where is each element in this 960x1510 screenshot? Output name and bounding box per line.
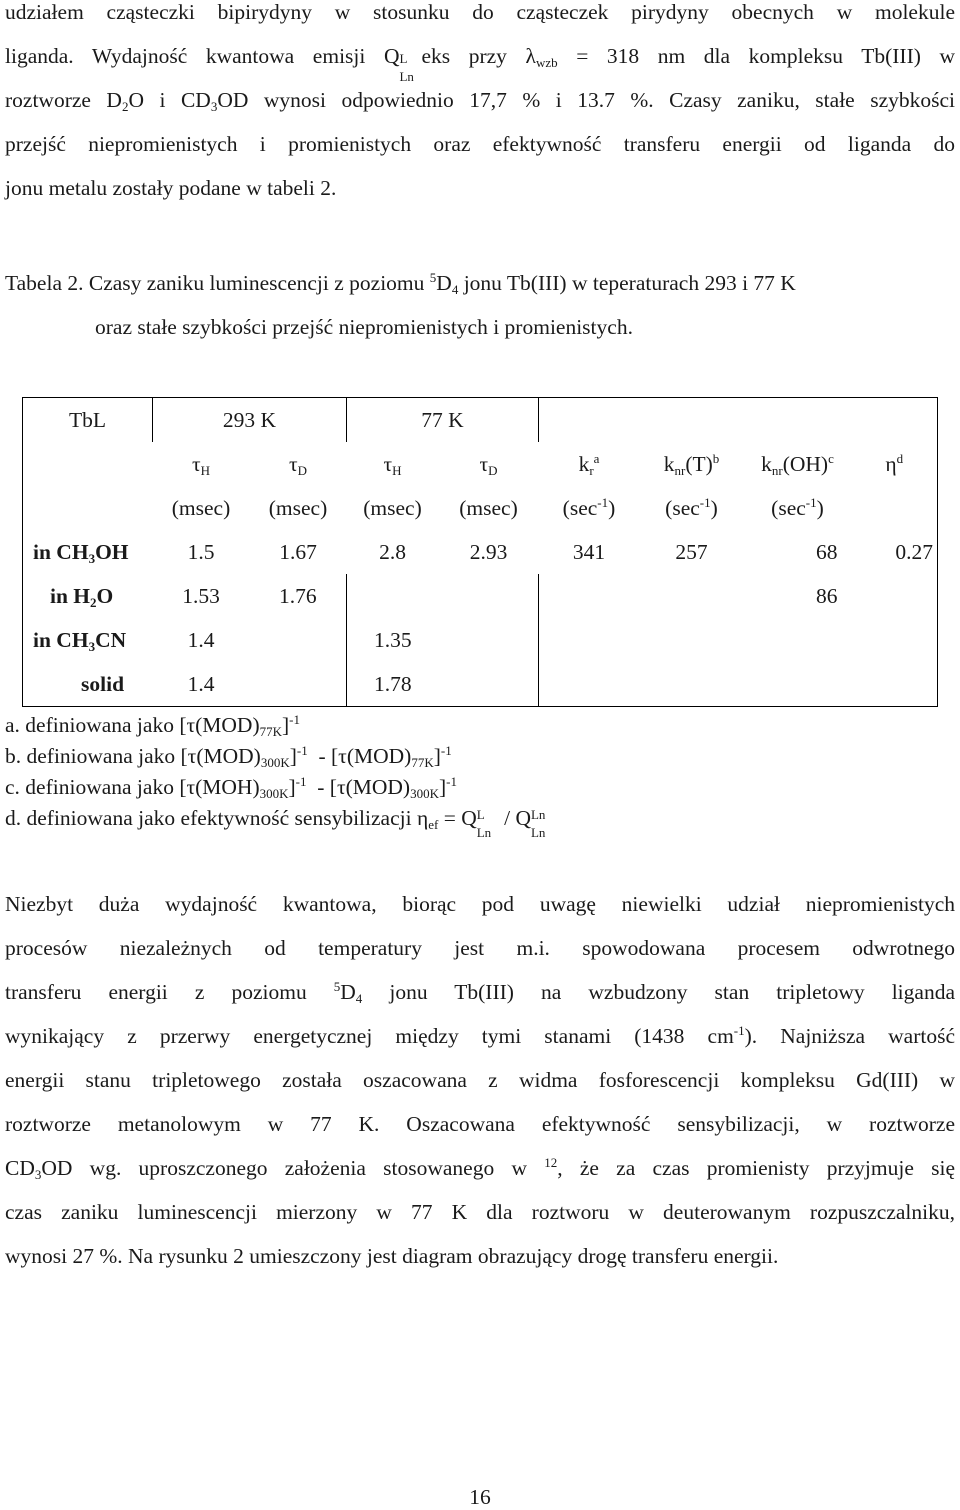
table-caption: [5, 261, 796, 349]
table-cell: [250, 662, 347, 707]
table-cell: 2.93: [469, 539, 508, 564]
table-cell: [744, 618, 852, 662]
row-label: in $CH_3CN$: [23, 618, 153, 662]
text-line: energii stanu tripletowego została oszacowana z widma fosforescencji kompleksu Gd(III) w: [5, 1068, 955, 1092]
table-cell: 68: [816, 539, 838, 564]
header-cell: $\tau_H$: [191, 451, 211, 478]
text-line: udziałem cząsteczki bipirydyny w stosunku do cząsteczek pirydyny obecnych w molekule: [5, 0, 955, 24]
table-cell: [852, 662, 938, 707]
table-cell: [539, 574, 640, 618]
header-cell: $\tau_H$: [383, 451, 402, 478]
text-line: wynosi 27 %. Na rysunku 2 umieszczony jest diagram obrazujący drogę transferu energii.: [5, 1244, 779, 1268]
header-cell: $k_{nr}(T)^b$: [663, 450, 720, 478]
header-cell: $\tau_D$: [288, 451, 308, 478]
bottom-paragraph: [5, 882, 955, 1278]
table-cell: 1.53: [182, 583, 220, 608]
caption-line: oraz stałe szybkości przejść niepromienistych i promienistych.: [95, 315, 633, 339]
table-cell: 0.27: [852, 530, 938, 574]
header-cell: $k_{nr}(OH)^c$: [761, 450, 834, 478]
text-line: liganda. Wydajność kwantowa emisji Q L Ln eks przy $\lambda_{wzb} = 318$ nm dla kompleksu Tb(III) w: [5, 44, 956, 84]
table-row: [23, 574, 938, 618]
row-label: solid: [23, 662, 153, 707]
text-line: procesów niezależnych od temperatury jest m.i. spowodowana procesem odwrotnego: [5, 936, 955, 960]
header-cell: TbL: [23, 398, 153, 443]
text-line: Niezbyt duża wydajność kwantowa, biorąc pod uwagę niewielki udział niepromienistych: [5, 892, 955, 916]
header-row: [23, 442, 938, 486]
header-cell: $k_r^a$: [578, 450, 600, 478]
header-cell: [539, 398, 938, 443]
header-cell: (msec): [363, 495, 422, 520]
header-cell: 293 K: [153, 398, 347, 443]
text-line: roztworze $D_2O$ i $CD_3OD$ wynosi odpowiednio 17,7 % i 13.7 %. Czasy zaniku, stałe szybkości: [5, 88, 955, 114]
header-cell: $(\sec^{-1})$: [665, 494, 718, 520]
table-cell: [439, 618, 539, 662]
header-cell: 77 K: [347, 398, 539, 443]
table-cell: [539, 662, 640, 707]
text-line: $CD_3OD$ wg. uproszczonego założenia stosowanego w $^{12}$, że za czas promienisty przyjmuje się: [5, 1155, 955, 1182]
header-cell: $(\sec^{-1})$: [562, 494, 616, 520]
header-row: [23, 398, 938, 443]
table-cell: 86: [816, 583, 838, 608]
table-cell: [439, 662, 539, 707]
table-cell: [640, 574, 744, 618]
table-cell: [250, 618, 347, 662]
table-cell: 1.67: [279, 539, 317, 564]
text-line: wynikający z przerwy energetycznej między tymi stanami (1438 $cm^{-1}$). Najniższa wartość: [5, 1023, 955, 1048]
table-cell: 1.5: [187, 539, 215, 564]
footnote-b: b. definiowana jako $[\tau(MOD)_{300K}]^{-1} - [\tau(MOD)_{77K}]^{-1}$: [5, 743, 452, 770]
footnote-c: c. definiowana jako $[\tau(MOH)_{300K}]^{-1} - [\tau(MOD)_{300K}]^{-1}$: [5, 774, 457, 801]
table-cell: 2.8: [379, 539, 406, 564]
text-line: transferu energii z poziomu $^5D_4$ jonu Tb(III) na wzbudzony stan tripletowy liganda: [5, 979, 955, 1006]
results-table: [22, 397, 938, 707]
text-line: jonu metalu zostały podane w tabeli 2.: [5, 176, 337, 200]
table-cell: [439, 574, 539, 618]
table-cell: [640, 618, 744, 662]
text-line: czas zaniku luminescencji mierzony w 77 K dla roztworu w deuterowanym rozpuszczalniku,: [5, 1200, 955, 1224]
header-row: [23, 486, 938, 530]
row-label: in $CH_3OH$: [23, 530, 153, 574]
q-symbol-indices: L Ln: [476, 807, 492, 840]
q-symbol-indices: Ln Ln: [530, 807, 546, 840]
table-cell: [539, 618, 640, 662]
table-cell: 1.4: [187, 627, 215, 652]
header-cell: $\eta^d$: [852, 442, 938, 486]
header-cell: [852, 486, 938, 530]
header-cell: (msec): [268, 495, 328, 520]
header-cell: (msec): [171, 495, 231, 520]
header-cell: [23, 442, 153, 486]
caption-line: Tabela 2. Czasy zaniku luminescencji z poziomu $^5D_4$ jonu Tb(III) w teperaturach 293 i 77 K: [5, 270, 796, 297]
q-symbol-indices: L Ln: [399, 51, 414, 84]
table-row: [23, 530, 938, 574]
table-cell: [347, 574, 439, 618]
page-number: 16: [469, 1485, 491, 1509]
table-row: [23, 662, 938, 707]
table-cell: [640, 662, 744, 707]
footnote-a: a. definiowana jako $[\tau(MOD)_{77K}]^{-1}$: [5, 712, 301, 739]
text-line: przejść niepromienistych i promienistych oraz efektywność transferu energii od liganda do: [5, 132, 955, 156]
table-cell: 257: [675, 539, 708, 564]
table-cell: [852, 618, 938, 662]
row-label: in $H_2O$: [23, 574, 153, 618]
header-cell: [23, 486, 153, 530]
table-cell: [852, 574, 938, 618]
text-line: roztworze metanolowym w 77 K. Oszacowana efektywność sensybilizacji, w roztworze: [5, 1112, 955, 1136]
table-cell: [744, 662, 852, 707]
header-cell: $\tau_D$: [479, 451, 498, 478]
header-cell: $(\sec^{-1})$: [771, 494, 824, 520]
table-footnotes: [5, 710, 553, 840]
table-cell: 341: [572, 539, 606, 564]
header-cell: (msec): [459, 495, 518, 520]
table-cell: 1.76: [250, 574, 347, 618]
table-cell: 1.78: [347, 662, 439, 707]
table-row: [23, 618, 938, 662]
footnote-d: d. definiowana jako efektywność sensybilizacji $\eta_{ef} = Q$ L Ln / Q Ln Ln: [5, 803, 553, 834]
table-cell: 1.35: [373, 627, 412, 652]
table-cell: 1.4: [153, 662, 250, 707]
top-paragraph: [5, 0, 955, 210]
